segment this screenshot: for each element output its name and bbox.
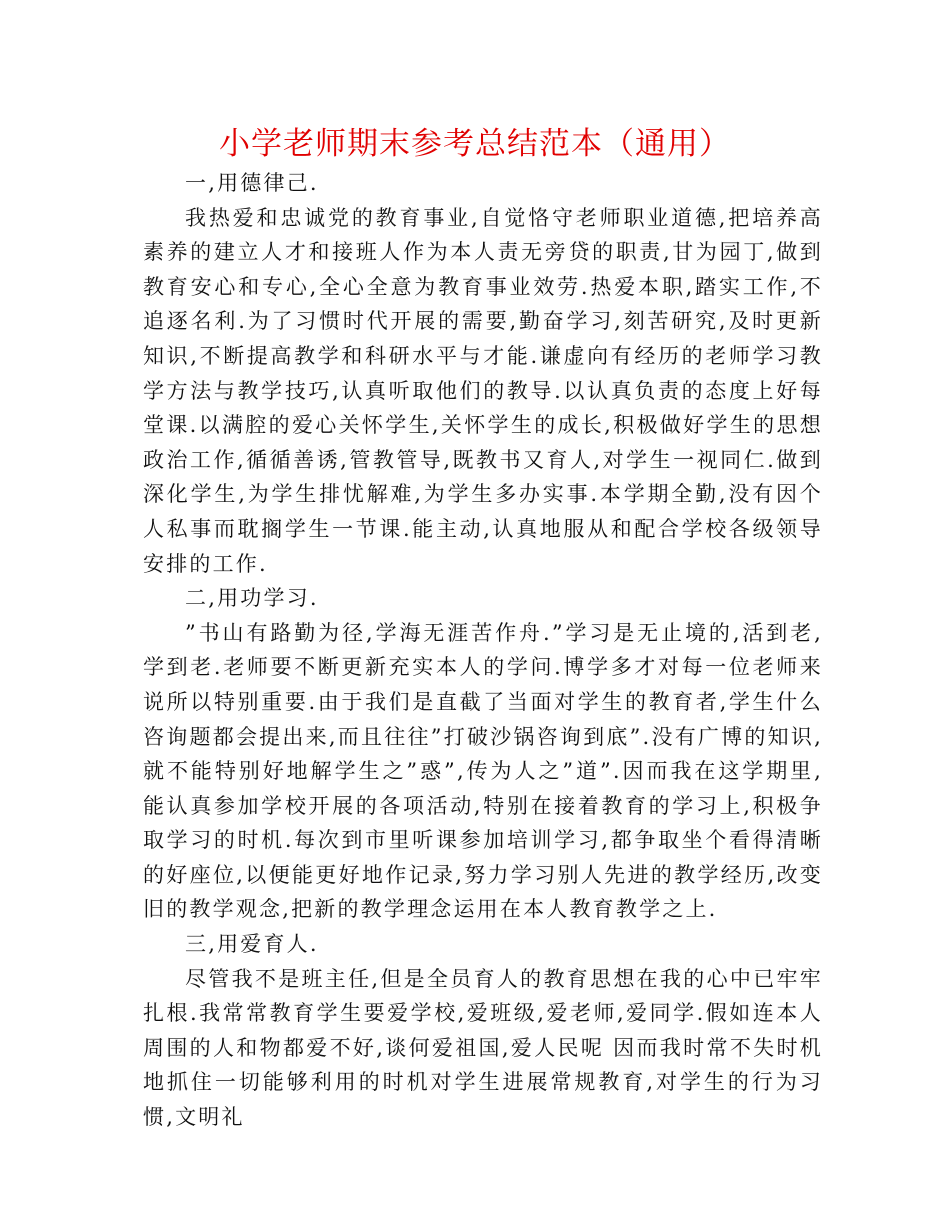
section-heading-1: 一,用德律己. (185, 171, 319, 195)
paragraph-3: 尽管我不是班主任,但是全员育人的教育思想在我的心中已牢牢扎根.我常常教育学生要爱学校,爱班级,爱老师,爱同学.假如连本人周围的人和物都爱不好,谈何爱祖国,爱人民呢 因而我时常不失时机地抓住一切能够利用的时机对学生进展常规教育,对学生的行为习惯,文明礼 (143, 966, 823, 1130)
document-title: 小学老师期末参考总结范本（通用） (219, 126, 731, 162)
document-body (143, 166, 823, 1135)
paragraph-2: ”书山有路勤为径,学海无涯苦作舟.”学习是无止境的,活到老,学到老.老师要不断更新充实本人的学问.博学多才对每一位老师来说所以特别重要.由于我们是直截了当面对学生的教育者,学生什么咨询题都会提出来,而且往往”打破沙锅咨询到底”.没有广博的知识,就不能特别好地解学生之”惑”,传为人之”道”.因而我在这学期里,能认真参加学校开展的各项活动,特别在接着教育的学习上,积极争取学习的时机.每次到市里听课参加培训学习,都争取坐个看得清晰的好座位,以便能更好地作记录,努力学习别人先进的教学经历,改变旧的教学观念,把新的教学理念运用在本人教育教学之上. (143, 620, 823, 922)
paragraph-1: 我热爱和忠诚党的教育事业,自觉恪守老师职业道德,把培养高素养的建立人才和接班人作为本人责无旁贷的职责,甘为园丁,做到教育安心和专心,全心全意为教育事业效劳.热爱本职,踏实工作,不追逐名利.为了习惯时代开展的需要,勤奋学习,刻苦研究,及时更新知识,不断提高教学和科研水平与才能.谦虚向有经历的老师学习教学方法与教学技巧,认真听取他们的教导.以认真负责的态度上好每堂课.以满腔的爱心关怀学生,关怀学生的成长,积极做好学生的思想政治工作,循循善诱,管教管导,既教书又育人,对学生一视同仁.做到深化学生,为学生排忧解难,为学生多办实事.本学期全勤,没有因个人私事而耽搁学生一节课.能主动,认真地服从和配合学校各级领导安排的工作. (143, 205, 823, 576)
section-heading-2: 二,用功学习. (185, 586, 319, 611)
section-heading-3: 三,用爱育人. (185, 932, 319, 957)
